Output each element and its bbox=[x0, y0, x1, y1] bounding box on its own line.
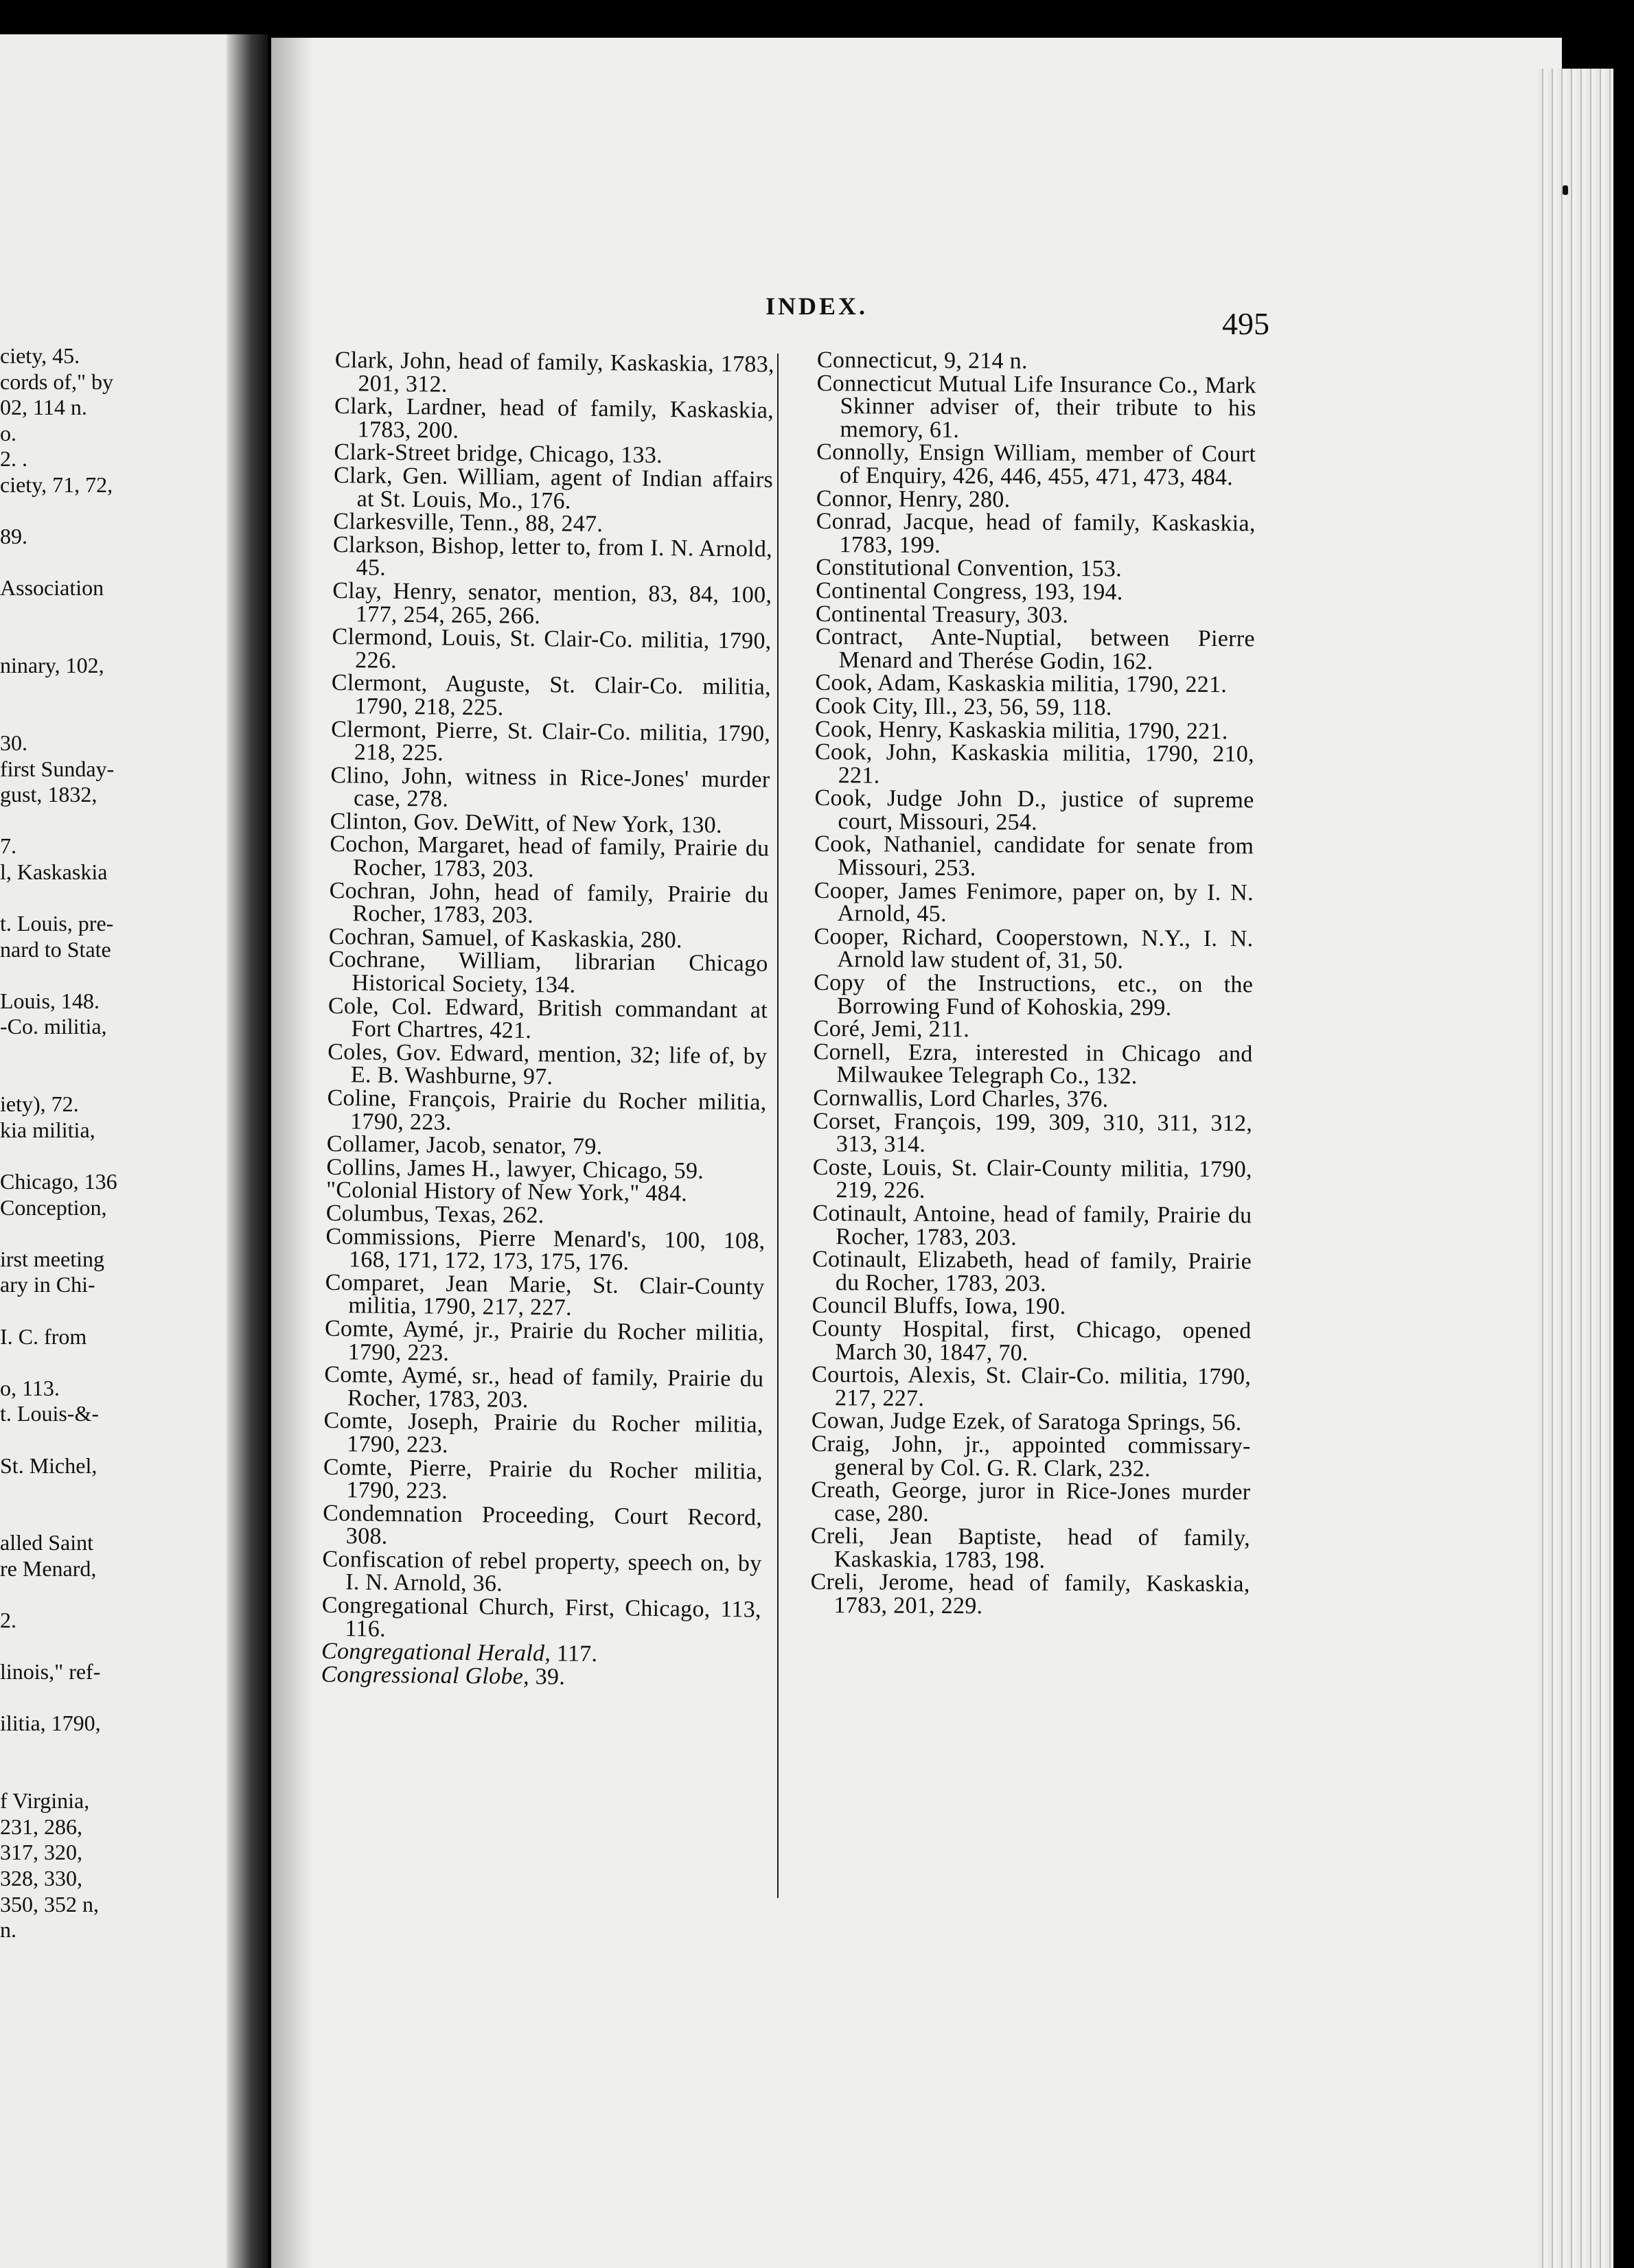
index-entry-text: Cornell, Ezra, interested in Chicago and Milwaukee Telegraph Co., 132. bbox=[813, 1039, 1253, 1089]
fragment-line: kia militia, bbox=[0, 1117, 95, 1142]
fragment-line: 317, 320, bbox=[0, 1840, 82, 1865]
index-entry bbox=[328, 948, 768, 999]
index-entry-text: Cornwallis, Lord Charles, 376. bbox=[813, 1085, 1109, 1113]
index-entry bbox=[334, 464, 774, 515]
fragment-line bbox=[0, 1298, 227, 1324]
fragment-line: Conception, bbox=[0, 1194, 107, 1220]
index-entry-text: Copy of the Instructions, etc., on the Borrowing Fund of Kohoskia, 299. bbox=[814, 970, 1254, 1021]
fragment-line bbox=[0, 962, 227, 988]
index-entry-text: Cook, Adam, Kaskaskia militia, 1790, 221. bbox=[815, 670, 1228, 698]
index-entry bbox=[332, 533, 772, 584]
fragment-line: 2. . bbox=[0, 446, 27, 472]
facing-page bbox=[0, 34, 247, 2268]
fragment-line: Chicago, 136 bbox=[0, 1169, 117, 1194]
index-entry-text: Clark-Street bridge, Chicago, 133. bbox=[334, 439, 663, 469]
fragment-line bbox=[0, 1763, 227, 1789]
fragment-line bbox=[0, 1582, 227, 1608]
fragment-line bbox=[0, 885, 227, 911]
fragment-line: iety), 72. bbox=[0, 1091, 79, 1117]
index-entry-text: Coré, Jemi, 211. bbox=[813, 1016, 970, 1043]
fragment-line bbox=[0, 601, 227, 627]
fragment-line: 328, 330, bbox=[0, 1866, 82, 1891]
fragment-line bbox=[0, 1737, 227, 1763]
fragment-line: o. bbox=[0, 420, 16, 445]
fragment-line: linois," ref- bbox=[0, 1659, 101, 1685]
index-entry-text: Comparet, Jean Marie, St. Clair-County militia, 1790, 217, 227. bbox=[325, 1269, 765, 1321]
index-entry-title: Congressional Globe, bbox=[321, 1661, 530, 1689]
index-entry-text: Clarkson, Bishop, letter to, from I. N. Arnold, 45. bbox=[332, 531, 773, 581]
index-entry-text: Cotinault, Elizabeth, head of family, Prairie du Rocher, 1783, 203. bbox=[812, 1247, 1252, 1297]
index-entry bbox=[332, 579, 772, 630]
fragment-line bbox=[0, 1479, 227, 1505]
index-entry bbox=[814, 787, 1254, 835]
index-entry bbox=[334, 349, 774, 400]
index-entry-text: 39. bbox=[529, 1663, 566, 1690]
index-entry bbox=[331, 671, 771, 722]
index-entry-text: Cook City, Ill., 23, 56, 59, 118. bbox=[815, 693, 1112, 721]
fragment-line bbox=[0, 1634, 227, 1660]
index-entry bbox=[814, 833, 1254, 881]
index-entry-text: Cowan, Judge Ezek, of Saratoga Springs, 56. bbox=[811, 1408, 1242, 1436]
index-entry-text: Conrad, Jacque, head of family, Kaskaskia, 1783, 199. bbox=[816, 509, 1256, 558]
fragment-line bbox=[0, 498, 227, 524]
index-entry-text: Coline, François, Prairie du Rocher militia, 1790, 223. bbox=[327, 1085, 767, 1135]
fragment-line: Association bbox=[0, 575, 104, 601]
index-entry-text: Clark, Gen. William, agent of Indian affairs at St. Louis, Mo., 176. bbox=[333, 462, 774, 514]
fragment-line bbox=[0, 1220, 227, 1247]
fragment-line bbox=[0, 1350, 227, 1376]
index-entry-text: Cochran, Samuel, of Kaskaskia, 280. bbox=[328, 923, 682, 953]
index-entry bbox=[811, 1433, 1250, 1481]
fragment-line: 02, 114 n. bbox=[0, 395, 87, 420]
index-column-right bbox=[810, 349, 1256, 1619]
fragment-line: gust, 1832, bbox=[0, 782, 97, 807]
fragment-line: 350, 352 n, bbox=[0, 1891, 99, 1917]
fragment-line: St. Michel, bbox=[0, 1453, 97, 1478]
index-entry-text: Clarkesville, Tenn., 88, 247. bbox=[333, 509, 603, 537]
index-entry-text: Cochrane, William, librarian Chicago Historical Society, 134. bbox=[328, 947, 768, 998]
index-entry bbox=[814, 879, 1254, 928]
index-entry-text: "Colonial History of New York," 484. bbox=[325, 1177, 688, 1207]
index-entry bbox=[325, 1271, 765, 1322]
fragment-line: ciety, 71, 72, bbox=[0, 472, 113, 497]
index-entry-text: Cooper, James Fenimore, paper on, by I. N. Arnold, 45. bbox=[814, 877, 1254, 927]
index-entry-text: Connecticut Mutual Life Insurance Co., Mark Skinner adviser of, their tribute to his memory, 61. bbox=[816, 370, 1256, 443]
index-entry bbox=[816, 510, 1255, 559]
index-entry bbox=[325, 1317, 765, 1368]
index-entry-text: Clino, John, witness in Rice-Jones' murder case, 278. bbox=[330, 762, 770, 813]
index-entry bbox=[327, 1041, 768, 1091]
index-entry-text: Clay, Henry, senator, mention, 83, 84, 100, 177, 254, 265, 266. bbox=[332, 577, 772, 629]
index-entry bbox=[815, 741, 1254, 789]
fragment-line bbox=[0, 627, 227, 653]
fragment-line: re Menard, bbox=[0, 1555, 97, 1581]
index-entry bbox=[811, 1525, 1250, 1573]
index-entry bbox=[330, 764, 770, 815]
page-number: 495 bbox=[1222, 306, 1269, 341]
index-entry-text: Clinton, Gov. DeWitt, of New York, 130. bbox=[330, 808, 722, 838]
book-gutter bbox=[227, 34, 268, 2268]
index-entry bbox=[323, 1502, 763, 1553]
index-entry bbox=[812, 1317, 1251, 1366]
index-entry bbox=[327, 995, 768, 1045]
index-entry-text: Continental Treasury, 303. bbox=[815, 601, 1069, 628]
fragment-line: irst meeting bbox=[0, 1246, 104, 1271]
index-entry-text: Collamer, Jacob, senator, 79. bbox=[326, 1131, 603, 1160]
fragment-line: cords of," by bbox=[0, 369, 114, 394]
index-entry-text: Cook, John, Kaskaskia militia, 1790, 210, 221. bbox=[814, 739, 1255, 789]
index-entry bbox=[814, 925, 1253, 974]
index-entry bbox=[814, 971, 1253, 1020]
index-entry bbox=[813, 1041, 1252, 1089]
index-entry-text: Clermont, Auguste, St. Clair-Co. militia, 1790, 218, 225. bbox=[331, 670, 772, 721]
index-entry bbox=[321, 1663, 761, 1691]
fragment-line bbox=[0, 808, 227, 834]
index-entry-text: Corset, François, 199, 309, 310, 311, 312, 313, 314. bbox=[813, 1108, 1253, 1158]
index-entry-text: Council Bluffs, Iowa, 190. bbox=[812, 1293, 1066, 1320]
index-entry-text: Coste, Louis, St. Clair-County militia, 1790, 219, 226. bbox=[812, 1154, 1252, 1204]
facing-page-fragments bbox=[0, 343, 227, 1943]
index-entry-text: Comte, Aymé, sr., head of family, Prairie du Rocher, 1783, 203. bbox=[324, 1362, 764, 1413]
fragment-line bbox=[0, 1427, 227, 1453]
fragment-line bbox=[0, 679, 227, 705]
spine-shadow bbox=[271, 38, 312, 2268]
index-entry-text: Cooper, Richard, Cooperstown, N.Y., I. N. Arnold law student of, 31, 50. bbox=[814, 923, 1254, 974]
fragment-line bbox=[0, 1685, 227, 1711]
index-entry-text: Creli, Jean Baptiste, head of family, Kaskaskia, 1783, 198. bbox=[810, 1523, 1251, 1573]
running-head: INDEX. bbox=[766, 292, 868, 320]
fragment-line: 30. bbox=[0, 730, 27, 755]
fragment-line: alled Saint bbox=[0, 1530, 93, 1555]
index-entry-text: Columbus, Texas, 262. bbox=[325, 1200, 544, 1229]
index-entry bbox=[812, 1202, 1252, 1251]
index-entry-text: Cochran, John, head of family, Prairie du Rocher, 1783, 203. bbox=[329, 877, 769, 929]
index-entry bbox=[816, 372, 1256, 443]
index-entry-text: Creath, George, juror in Rice-Jones murder case, 280. bbox=[811, 1477, 1251, 1527]
index-entry-text: Clermont, Pierre, St. Clair-Co. militia, 1790, 218, 225. bbox=[331, 716, 771, 766]
index-entry bbox=[325, 1225, 766, 1275]
index-entry-text: Courtois, Alexis, St. Clair-Co. militia, 1790, 217, 227. bbox=[812, 1362, 1252, 1411]
index-entry bbox=[331, 717, 771, 768]
index-entry bbox=[329, 879, 769, 930]
fragment-line: Louis, 148. bbox=[0, 988, 100, 1013]
index-entry bbox=[332, 625, 772, 676]
index-entry-text: Creli, Jerome, head of family, Kaskaskia, 1783, 201, 229. bbox=[810, 1569, 1250, 1619]
fragment-line: ciety, 45. bbox=[0, 343, 80, 368]
fragment-line: 7. bbox=[0, 833, 16, 859]
index-entry-text: Cochon, Margaret, head of family, Prairie du Rocher, 1783, 203. bbox=[330, 831, 770, 883]
index-entry-text: Comte, Aymé, jr., Prairie du Rocher militia, 1790, 223. bbox=[324, 1315, 765, 1366]
index-entry bbox=[810, 1571, 1250, 1619]
index-entry-text: Comte, Joseph, Prairie du Rocher militia, 1790, 223. bbox=[323, 1408, 763, 1458]
fragment-line: t. Louis, pre- bbox=[0, 911, 114, 936]
index-entry-text: Connolly, Ensign William, member of Court of Enquiry, 426, 446, 455, 471, 473, 484. bbox=[816, 439, 1256, 491]
index-entry bbox=[812, 1248, 1252, 1297]
index-entry bbox=[334, 395, 774, 445]
index-entry-text: Congregational Church, First, Chicago, 113, 116. bbox=[321, 1592, 761, 1642]
index-entry-text: Comte, Pierre, Prairie du Rocher militia, 1790, 223. bbox=[323, 1454, 763, 1504]
fragment-line: ary in Chi- bbox=[0, 1272, 95, 1297]
fragment-line: ninary, 102, bbox=[0, 653, 104, 678]
index-entry-text: County Hospital, first, Chicago, opened March 30, 1847, 70. bbox=[812, 1315, 1252, 1366]
fragment-line: t. Louis-&- bbox=[0, 1401, 99, 1426]
index-entry-text: Cook, Judge John D., justice of supreme court, Missouri, 254. bbox=[814, 785, 1254, 835]
index-entry-text: Cotinault, Antoine, head of family, Prairie du Rocher, 1783, 203. bbox=[812, 1200, 1252, 1251]
index-entry-text: Connecticut, 9, 214 n. bbox=[816, 347, 1028, 374]
index-entry-text: Cook, Henry, Kaskaskia militia, 1790, 221. bbox=[815, 716, 1228, 744]
index-column-left bbox=[321, 349, 774, 1691]
fragment-line: l, Kaskaskia bbox=[0, 859, 108, 884]
index-entry bbox=[812, 1156, 1252, 1205]
index-entry bbox=[323, 1409, 763, 1460]
fragment-line: nard to State bbox=[0, 936, 111, 962]
fragment-line: n. bbox=[0, 1917, 16, 1943]
fragment-line bbox=[0, 1505, 227, 1531]
index-entry-text: Constitutional Convention, 153. bbox=[816, 555, 1123, 582]
index-entry bbox=[813, 1110, 1252, 1159]
index-entry bbox=[816, 625, 1255, 674]
index-entry-text: Collins, James H., lawyer, Chicago, 59. bbox=[326, 1154, 704, 1184]
fragment-line bbox=[0, 704, 227, 730]
fragment-line: first Sunday- bbox=[0, 756, 115, 781]
fragment-line bbox=[0, 1143, 227, 1169]
index-entry-text: Condemnation Proceeding, Court Record, 308. bbox=[323, 1500, 763, 1550]
fragment-line bbox=[0, 1040, 227, 1066]
index-entry-text: Contract, Ante-Nuptial, between Pierre Menard and Therése Godin, 162. bbox=[815, 624, 1255, 675]
index-entry-text: Cole, Col. Edward, British commandant at Fort Chartres, 421. bbox=[327, 993, 768, 1044]
index-entry bbox=[811, 1479, 1250, 1527]
index-entry-text: Confiscation of rebel property, speech on, by I. N. Arnold, 36. bbox=[322, 1546, 762, 1597]
fragment-line: 2. bbox=[0, 1608, 16, 1633]
index-entry bbox=[321, 1594, 761, 1645]
index-entry-text: Clark, John, head of family, Kaskaskia, 1783, 201, 312. bbox=[334, 347, 774, 397]
page-edges bbox=[1538, 69, 1613, 2268]
index-entry-text: 117. bbox=[550, 1641, 598, 1667]
index-entry bbox=[322, 1548, 762, 1599]
index-entry-text: Clermond, Louis, St. Clair-Co. militia, 1790, 226. bbox=[332, 624, 772, 673]
index-entry-title: Congregational Herald, bbox=[321, 1639, 551, 1667]
fragment-line: I. C. from bbox=[0, 1323, 87, 1349]
fragment-line: -Co. militia, bbox=[0, 1014, 107, 1039]
index-entry-text: Coles, Gov. Edward, mention, 32; life of, by E. B. Washburne, 97. bbox=[327, 1039, 768, 1090]
column-rule bbox=[777, 354, 779, 1898]
index-entry-text: Craig, John, jr., appointed commissary-general by Col. G. R. Clark, 232. bbox=[811, 1431, 1251, 1482]
index-entry bbox=[816, 441, 1256, 489]
index-entry-text: Continental Congress, 193, 194. bbox=[816, 577, 1123, 605]
index-entry-text: Cook, Nathaniel, candidate for senate from Missouri, 253. bbox=[814, 831, 1254, 881]
index-entry bbox=[324, 1363, 764, 1414]
ink-mark bbox=[1563, 185, 1568, 195]
index-entry bbox=[327, 1087, 767, 1137]
fragment-line: o, 113. bbox=[0, 1375, 60, 1400]
index-entry-text: Connor, Henry, 280. bbox=[816, 485, 1011, 513]
index-entry bbox=[330, 833, 770, 883]
fragment-line bbox=[0, 1066, 227, 1092]
index-entry bbox=[812, 1363, 1251, 1412]
fragment-line: f Virginia, bbox=[0, 1788, 90, 1814]
fragment-line: 89. bbox=[0, 524, 27, 549]
index-entry-text: Commissions, Pierre Menard's, 100, 108, 168, 171, 172, 173, 175, 176. bbox=[325, 1223, 766, 1275]
index-entry bbox=[323, 1455, 763, 1506]
fragment-line: 231, 286, bbox=[0, 1814, 82, 1839]
index-entry-text: Clark, Lardner, head of family, Kaskaskia, 1783, 200. bbox=[334, 393, 774, 443]
fragment-line bbox=[0, 550, 227, 576]
fragment-line: ilitia, 1790, bbox=[0, 1711, 101, 1736]
